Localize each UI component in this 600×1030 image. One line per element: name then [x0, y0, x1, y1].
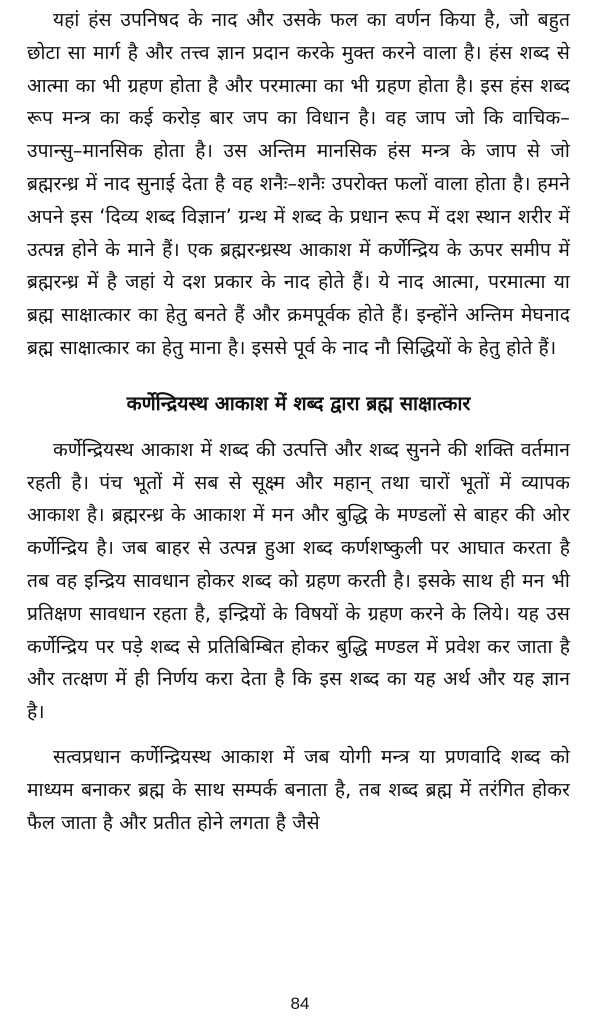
paragraph-karnendriya: कर्णेन्द्रियस्थ आकाश में शब्द की उत्पत्ति और शब्द सुनने की शक्ति वर्तमान रहती है। पंच भूतों में सब से सूक्ष्म और महान् तथा चारों भूतों में व्यापक आकाश है। ब्रह्मरन्ध्र के आकाश में मन और बुद्धि के मण्डलों से बाहर की ओर कर्णेन्द्रिय है। जब बाहर से उत्पन्न हुआ शब्द कर्णशष्कुली पर आघात करता है तब वह इन्द्रिय सावधान होकर शब्द को ग्रहण करती है। इसके साथ ही मन भी प्रतिक्षण सावधान रहता है, इन्द्रियों के विषयों के ग्रहण करने के लिये। यह उस कर्णेन्द्रिय पर पड़े शब्द से प्रतिबिम्बित होकर बुद्धि मण्डल में प्रवेश कर जाता है और तत्क्षण में ही निर्णय करा देता है कि इस शब्द का यह अर्थ और यह ज्ञान है।: [27, 437, 570, 724]
paragraph-hansa-upanishad: यहां हंस उपनिषद के नाद और उसके फल का वर्णन किया है, जो बहुत छोटा सा मार्ग है और तत्त्व ज्ञान प्रदान करके मुक्त करने वाला है। हंस शब्द से आत्मा का भी ग्रहण होता है और परमात्मा का भी ग्रहण होता है। इस हंस शब्द रूप मन्त्र का कई करोड़ बार जप का विधान है। वह जाप जो कि वाचिक–उपान्सु–मानसिक होता है। उस अन्तिम मानसिक हंस मन्त्र के जाप से जो ब्रह्मरन्ध्र में नाद सुनाई देता है वह शनैः–शनैः उपरोक्त फलों वाला होता है। हमने अपने इस ‘दिव्य शब्द विज्ञान’ ग्रन्थ में शब्द के प्रधान रूप में दश स्थान शरीर में उत्पन्न होने के माने हैं। एक ब्रह्मरन्ध्रस्थ आकाश में कर्णेन्द्रिय के ऊपर समीप में ब्रह्मरन्ध्र में है जहां ये दश प्रकार के नाद होते हैं। ये नाद आत्मा, परमात्मा या ब्रह्म साक्षात्कार का हेतु बनते हैं और क्रमपूर्वक होते हैं। इन्होंने अन्तिम मेघनाद ब्रह्म साक्षात्कार का हेतु माना है। इससे पूर्व के नाद नौ सिद्धियों के हेतु होते हैं।: [27, 8, 570, 359]
page-number: 84: [290, 994, 310, 1013]
paragraph-satvapradhan: सत्वप्रधान कर्णेन्द्रियस्थ आकाश में जब योगी मन्त्र या प्रणवादि शब्द को माध्यम बनाकर ब्रह्म के साथ सम्पर्क बनाता है, तब शब्द ब्रह्म में तरंगित होकर फैल जाता है और प्रतीत होने लगता है जैसे: [27, 744, 570, 834]
section-heading: कर्णेन्द्रियस्थ आकाश में शब्द द्वारा ब्रह्म साक्षात्कार: [126, 391, 471, 415]
